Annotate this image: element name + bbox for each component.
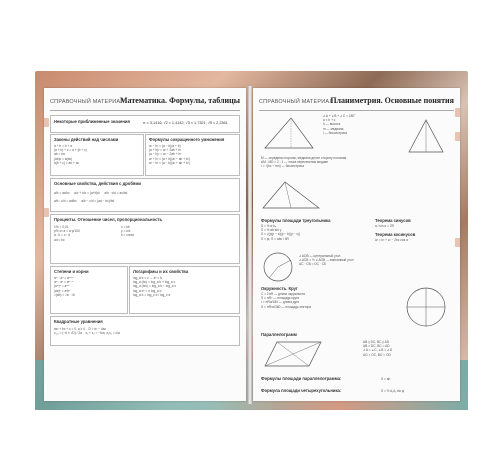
percent-box bbox=[50, 214, 240, 264]
formula-lines: ax² + bx + c = 0, a ≠ 0 D = b² − 4ac x₁,₂ = (−b ± √D) / 2a x₁ + x₂ = −b/a, x₁x₂ = c/a bbox=[54, 327, 120, 336]
section-title: Формулы сокращенного умножения bbox=[149, 137, 225, 142]
circle-figure bbox=[403, 284, 449, 330]
page-tab bbox=[44, 208, 49, 217]
quadratic-box bbox=[50, 316, 240, 346]
section-title: Теорема синусов bbox=[375, 218, 411, 223]
formula-lines: AB ∥ DC, BC ∥ AD AB = DC, BC = AD ∠A = ∠C, ∠B = ∠D AO = OC, BO = OD bbox=[363, 340, 393, 357]
section-title: Окружность. Круг bbox=[261, 286, 298, 291]
section-title: Формулы площади параллелограмма: bbox=[261, 376, 342, 381]
approx-box bbox=[50, 115, 240, 133]
logs-box bbox=[129, 266, 240, 314]
left-page-header bbox=[50, 96, 240, 111]
quad-area-formula: S = ½ d₁d₂ sin φ bbox=[381, 389, 405, 393]
page-title: Математика. Формулы, таблицы bbox=[119, 96, 240, 105]
formula-lines: log_a b = c ⇔ aᶜ = b log_a (bc) = log_a b + log_a c log_a (b/c) = log_a b − log_a c log_a bⁿ = n log_a b log_a b = log_c b / log_c a bbox=[133, 276, 177, 297]
formula-lines: a/b = ac/bc a/c + b/c = (a+b)/c a/b · c/d = ac/bd a/b : c/d = ad/bc a/b − c/d = (ad − bc)/bd bbox=[54, 191, 128, 204]
cosine-formula: a² = b² + c² − 2bc cos α bbox=[375, 238, 408, 242]
section-title: Параллелограмм bbox=[261, 332, 297, 337]
inscribed-triangle-figure bbox=[403, 116, 449, 158]
page-tab bbox=[455, 132, 460, 141]
formula-lines: M — середина стороны, медиана делит сторону пополам AM : MD = 2 : 1 — точка пересечения медиан l = √(bc − mn) — биссектриса bbox=[261, 156, 347, 169]
section-title: Проценты. Отношение чисел, пропорциональность bbox=[54, 217, 163, 222]
section-title: Некоторые приближенные значения bbox=[54, 119, 130, 124]
powers-box bbox=[50, 266, 128, 314]
fractions-box bbox=[50, 178, 240, 212]
page-tab bbox=[455, 108, 460, 117]
section-title: Степени и корни bbox=[54, 269, 89, 274]
formula-lines: ∠A + ∠B + ∠C = 180° a < b + c h — высота m — медиана l — биссектриса bbox=[323, 114, 356, 135]
section-title: Теорема косинусов bbox=[375, 232, 416, 237]
series-label: СПРАВОЧНЫЙ МАТЕРИАЛ bbox=[50, 99, 125, 105]
formula-lines: ∠AOB — центральный угол ∠ACB = ½ ∠AOB — вписанный угол AC · CB = DC · CE bbox=[299, 254, 354, 267]
formula-lines: 1% = 0,01 p% от a = a·p/100 a : b = c : d ad = bc bbox=[54, 225, 80, 242]
circle-angle-figure bbox=[261, 250, 295, 284]
section-title: Формулы площади треугольника bbox=[261, 218, 331, 223]
median-triangle-figure bbox=[261, 180, 321, 210]
section-title: Формула площади четырехугольника: bbox=[261, 388, 342, 393]
formula-lines: x = kb y = k/x k = const bbox=[121, 225, 134, 238]
section-title: Законы действий над числами bbox=[54, 137, 119, 142]
abbrev-box bbox=[145, 134, 240, 176]
page-tab bbox=[455, 238, 460, 247]
formula-lines: S = ½ a·hₐ S = ½ ab sin γ S = √(p(p − a)(p − b)(p − c)) S = pr, S = abc / 4R bbox=[261, 224, 301, 241]
right-page-header bbox=[259, 96, 454, 111]
left-page bbox=[44, 88, 246, 401]
formula-lines: a + b = b + a (a + b) + c = a + (b + c) ab = ba (ab)c = a(bc) a(b + c) = ab + ac bbox=[54, 144, 87, 165]
section-title: Основные свойства, действия с дробями bbox=[54, 181, 141, 186]
page-title: Планиметрия. Основные понятия bbox=[330, 96, 454, 105]
parallelogram-figure bbox=[263, 340, 323, 368]
section-title: Логарифмы и их свойства bbox=[133, 269, 189, 274]
para-area-formula: S = ah bbox=[381, 377, 391, 381]
page-tab bbox=[44, 118, 49, 127]
right-page bbox=[253, 88, 460, 401]
triangle-figure bbox=[261, 114, 317, 152]
laws-box bbox=[50, 134, 144, 176]
section-title: Квадратные уравнения bbox=[54, 319, 103, 324]
sine-formula: a / sin α = 2R bbox=[375, 224, 394, 228]
formula-lines: a² − b² = (a − b)(a + b) (a + b)² = a² + 2ab + b² (a − b)² = a² − 2ab + b² a³ + b³ = (a + b)(a² − ab + b²) a³ − b³ = (a − b)(a² + ab + b²) bbox=[149, 144, 190, 165]
formula-lines: aᵐ · aⁿ = aᵐ⁺ⁿ aᵐ : aⁿ = aᵐ⁻ⁿ (aᵐ)ⁿ = aᵐⁿ (ab)ⁿ = aⁿbⁿ √(ab) = √a · √b bbox=[54, 276, 75, 297]
formula-lines: C = 2πR — длина окружности S = πR² — площадь круга l = πRα/180 — длина дуги S = πR²α/360 — площадь сектора bbox=[261, 292, 312, 309]
approx-values: π ≈ 3,1416; √2 ≈ 1,4142; √3 ≈ 1,7321; √5 ≈ 2,2361 bbox=[143, 121, 228, 125]
series-label: СПРАВОЧНЫЙ МАТЕРИАЛ bbox=[259, 99, 334, 105]
book-spine bbox=[248, 86, 252, 404]
